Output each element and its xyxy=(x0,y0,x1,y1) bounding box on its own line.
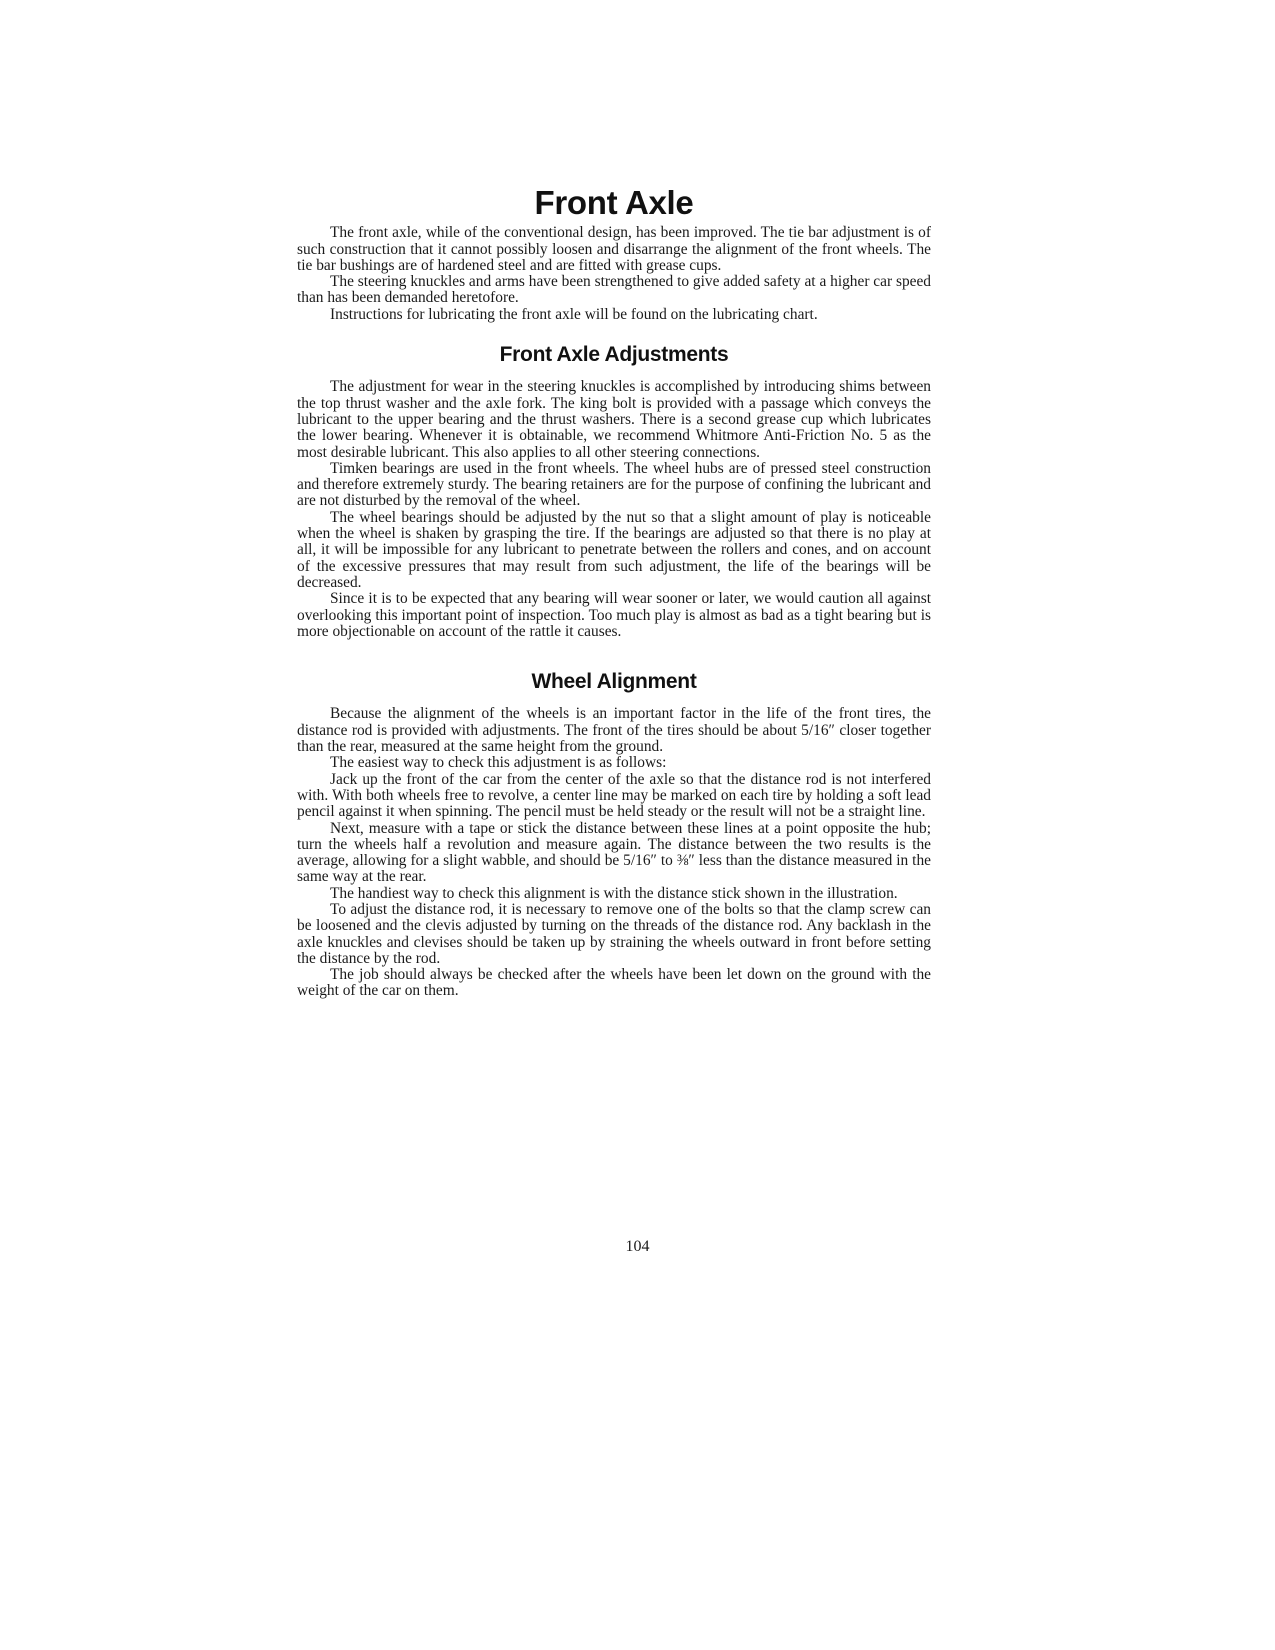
paragraph: The adjustment for wear in the steering knuckles is accomplished by introducing shims between the top thrust washer and the axle fork. The king bolt is provided with a passage which conveys the lubricant to the upper bearing and the thrust washers. There is a second grease cup which lubricates the lower bearing. Whenever it is obtainable, we recommend Whitmore Anti-Friction No. 5 as the most desirable lubricant. This also applies to all other steering connections. xyxy=(297,378,931,461)
section-heading: Front Axle Adjustments xyxy=(499,343,729,367)
paragraph: Since it is to be expected that any bearing will wear sooner or later, we would caution all against overlooking this important point of inspection. Too much play is almost as bad as a tight bearing but is more objectionable on account of the rattle it causes. xyxy=(297,590,931,640)
paragraph: Instructions for lubricating the front axle will be found on the lubricating chart. xyxy=(330,305,818,323)
page-number: 104 xyxy=(625,1238,650,1255)
page-title: Front Axle xyxy=(534,184,694,221)
paragraph: Timken bearings are used in the front wheels. The wheel hubs are of pressed steel construction and therefore extremely sturdy. The bearing retainers are for the purpose of confining the lubricant and are not disturbed by the removal of the wheel. xyxy=(297,459,931,510)
section-front-axle-adjustments xyxy=(297,343,931,640)
paragraph: The steering knuckles and arms have been strengthened to give added safety at a higher car speed than has been demanded heretofore. xyxy=(297,273,931,307)
paragraph: The job should always be checked after the wheels have been let down on the ground with the weight of the car on them. xyxy=(297,966,931,1000)
paragraph: Jack up the front of the car from the center of the axle so that the distance rod is not interfered with. With both wheels free to revolve, a center line may be marked on each tire by holding a soft lead pencil against it when spinning. The pencil must be held steady or the result will not be a straight line. xyxy=(297,770,931,821)
document-page xyxy=(297,184,931,1000)
section-heading: Wheel Alignment xyxy=(531,670,697,694)
paragraph: The front axle, while of the conventional design, has been improved. The tie bar adjustment is of such construction that it cannot possibly loosen and disarrange the alignment of the front wheels. The tie bar bushings are of hardened steel and are fitted with grease cups. xyxy=(297,224,931,274)
paragraph: The easiest way to check this adjustment is as follows: xyxy=(330,754,667,772)
paragraph: Because the alignment of the wheels is an important factor in the life of the front tires, the distance rod is provided with adjustments. The front of the tires should be about 5/16″ closer together than the rear, measured at the same height from the ground. xyxy=(297,705,931,756)
paragraph: To adjust the distance rod, it is necessary to remove one of the bolts so that the clamp screw can be loosened and the clevis adjusted by turning on the threads of the distance rod. Any backlash in the axle knuckles and clevises should be taken up by straining the wheels outward in front before setting the distance by the rod. xyxy=(297,900,931,967)
intro-section xyxy=(297,225,931,323)
paragraph: Next, measure with a tape or stick the distance between these lines at a point opposite the hub; turn the wheels half a revolution and measure again. The distance between the two results is the average, allowing for a slight wabble, and should be 5/16″ to ⅜″ less than the distance measured in the same way at the rear. xyxy=(297,819,931,886)
section-wheel-alignment xyxy=(297,670,931,1000)
paragraph: The handiest way to check this alignment is with the distance stick shown in the illustration. xyxy=(330,884,898,902)
paragraph: The wheel bearings should be adjusted by the nut so that a slight amount of play is noticeable when the wheel is shaken by grasping the tire. If the bearings are adjusted so that there is no play at all, it will be impossible for any lubricant to penetrate between the rollers and cones, and on account of the excessive pressures that may result from such adjustment, the life of the bearings will be decreased. xyxy=(297,508,931,591)
